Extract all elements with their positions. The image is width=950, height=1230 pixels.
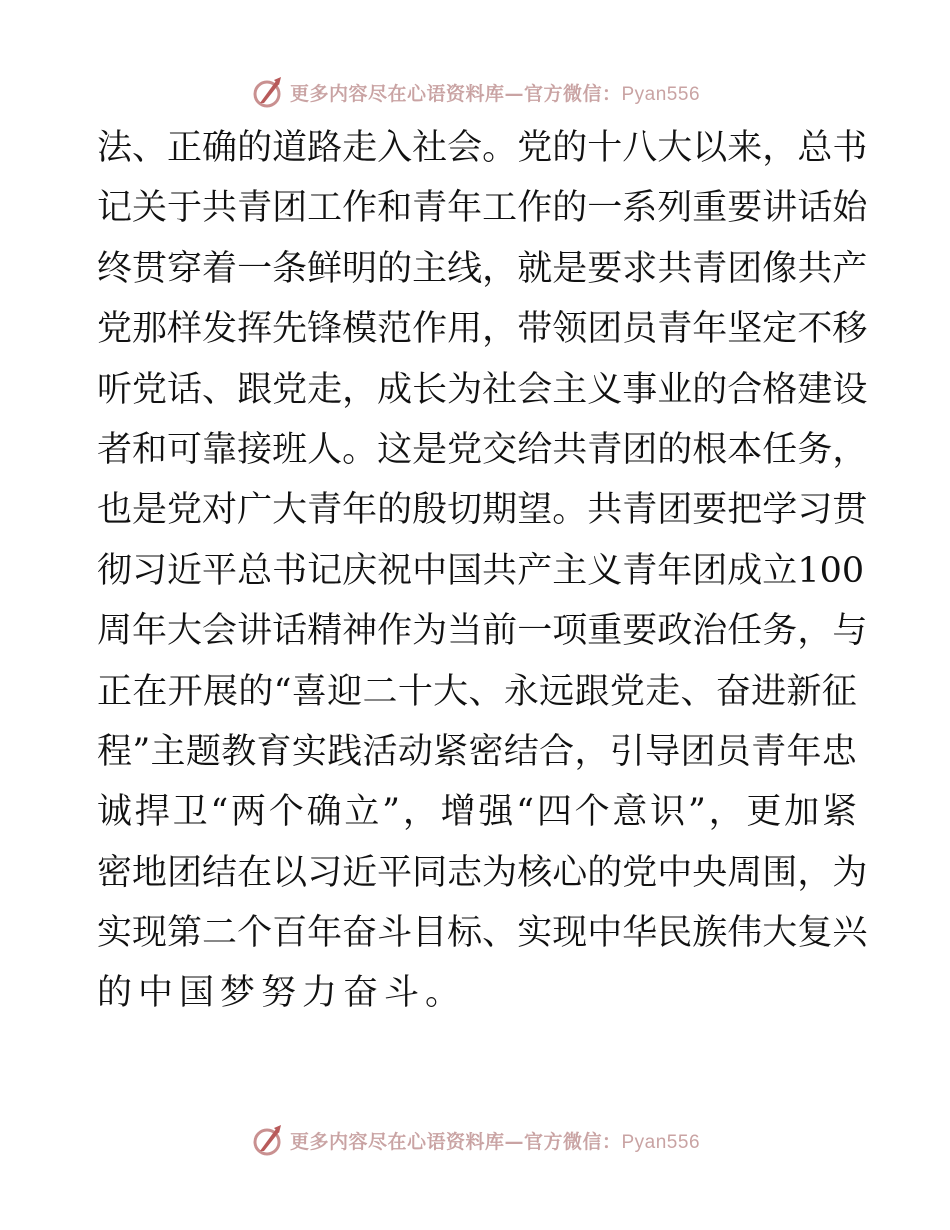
text-line: 实 现 第 二 个 百 年 奋 斗 目 标 、 实 现 中 华 民 族 伟 大 复 兴	[97, 913, 868, 954]
text-line: 法 、 正 确 的 道 路 走 入 社 会 。 党 的 十 八 大 以 来 ， 总 书	[97, 128, 868, 168]
text-line: 彻 习 近 平 总 书 记 庆 祝 中 国 共 产 主 义 青 年 团 成 立 100	[97, 550, 865, 591]
text-line: 的中国梦努力奋斗。	[97, 973, 467, 1014]
watermark-text: 更多内容尽在心语资料库—官方微信：Pyan556	[289, 82, 701, 105]
text-line: 记 关 于 共 青 团 工 作 和 青 年 工 作 的 一 系 列 重 要 讲 话 始	[97, 188, 868, 229]
text-line: 诚 捍 卫 “ 两 个 确 立 ” ， 增 强 “ 四 个 意 识 ” ， 更 加 紧	[97, 792, 857, 833]
header-watermark	[0, 72, 950, 112]
footer-watermark	[0, 1120, 950, 1160]
text-line: 者 和 可 靠 接 班 人 。 这 是 党 交 给 共 青 团 的 根 本 任 务 ，	[97, 429, 868, 470]
text-line: 程 ” 主 题 教 育 实 践 活 动 紧 密 结 合 ， 引 导 团 员 青 年 忠	[97, 731, 857, 772]
text-line: 终 贯 穿 着 一 条 鲜 明 的 主 线 ， 就 是 要 求 共 青 团 像 共 产	[97, 248, 868, 289]
text-line: 密 地 团 结 在 以 习 近 平 同 志 为 核 心 的 党 中 央 周 围 ， 为	[97, 852, 868, 893]
quill-logo-icon	[250, 1123, 284, 1157]
watermark-text: 更多内容尽在心语资料库—官方微信：Pyan556	[289, 1130, 701, 1153]
text-line: 周 年 大 会 讲 话 精 神 作 为 当 前 一 项 重 要 政 治 任 务 ， 与	[97, 611, 868, 652]
quill-logo-icon	[250, 75, 284, 109]
text-line: 党 那 样 发 挥 先 锋 模 范 作 用 ， 带 领 团 员 青 年 坚 定 不 移	[97, 309, 868, 350]
text-line: 也 是 党 对 广 大 青 年 的 殷 切 期 望 。 共 青 团 要 把 学 习 贯	[97, 490, 868, 531]
text-line: 听 党 话 、 跟 党 走 ， 成 长 为 社 会 主 义 事 业 的 合 格 建 设	[97, 369, 868, 410]
text-line: 正 在 开 展 的 “ 喜 迎 二 十 大 、 永 远 跟 党 走 、 奋 进 新 征	[97, 671, 857, 712]
document-body	[97, 118, 868, 1024]
